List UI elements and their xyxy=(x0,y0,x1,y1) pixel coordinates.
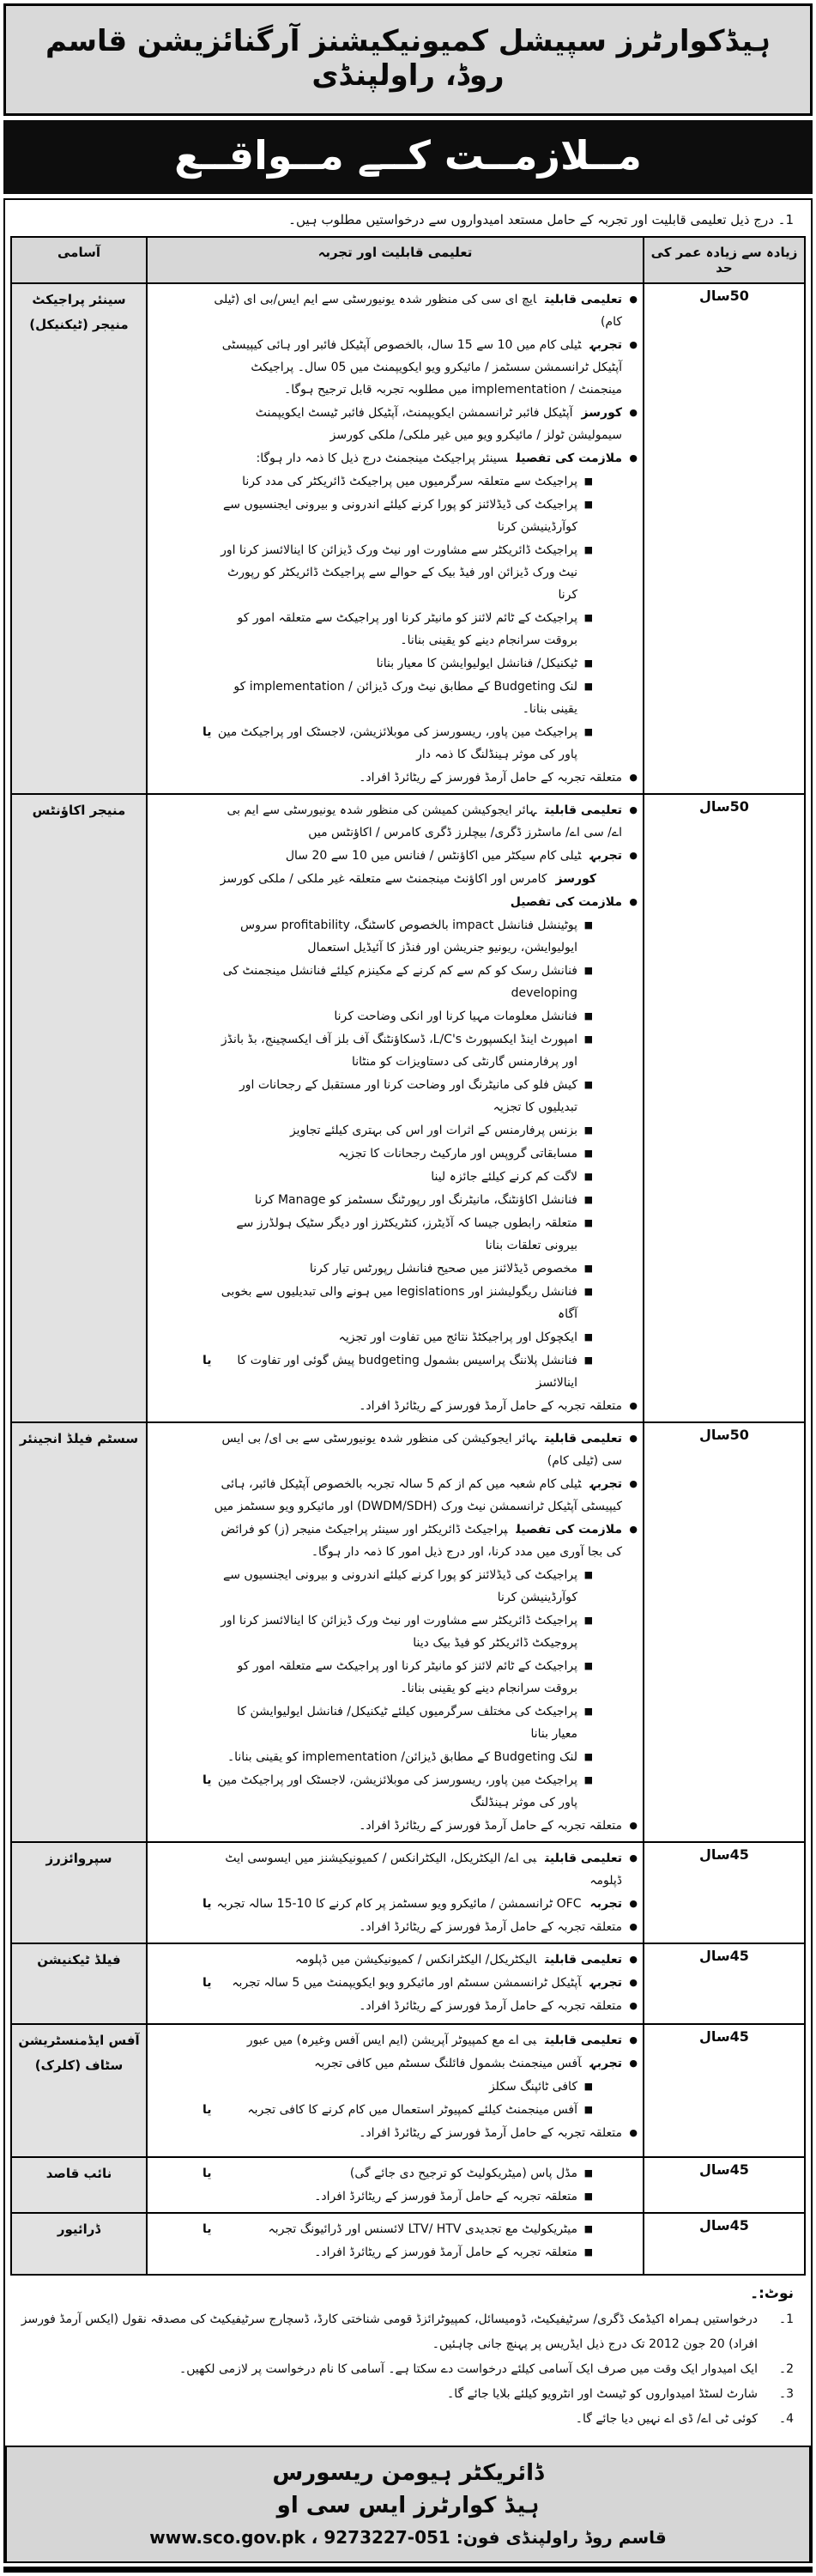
requirement-text: تعلیمی قابلیتایچ ای سی کی منظور شدہ یونیورسٹی سے ایم ایس/بی ای (ٹیلی کام) xyxy=(214,293,622,329)
position-cell: سپروائزرز xyxy=(11,1842,147,1943)
dot-bullet-icon: ● xyxy=(629,407,638,418)
requirement-text: پراجیکٹ کی مختلف سرگرمیوں کیلئے ٹیکنیکل/ فنانشل ایولیوایشن کا معیار بنانا xyxy=(237,1705,577,1741)
square-bullet-icon: ■ xyxy=(583,1774,593,1785)
requirement-item xyxy=(153,1166,638,1188)
dot-bullet-icon: ● xyxy=(629,2127,638,2138)
note-number: 4۔ xyxy=(778,2412,794,2426)
requirement-label: تعلیمی قابلیت xyxy=(545,1852,622,1865)
requirement-label: کورسز xyxy=(555,872,596,886)
dot-bullet-icon: ● xyxy=(629,1977,638,1988)
square-bullet-icon: ■ xyxy=(583,2246,593,2258)
requirement-text: پراجیکٹ ڈائریکٹر سے مشاورت اور نیٹ ورک ڈیزائن کا اینالائسز کرنا اور نیٹ ورک ڈیزائن اور فیڈ بیک کے حوالے سے پراجیکٹ ڈائریکٹر کو رپورٹ کرنا xyxy=(221,543,577,602)
requirement-text: لنک Budgeting کے مطابق ڈیزائن/ implementation کو یقینی بنانا۔ xyxy=(227,1750,577,1764)
square-bullet-icon: ■ xyxy=(583,2104,593,2115)
requirement-item xyxy=(153,334,638,401)
job-row xyxy=(11,794,805,1422)
requirement-text: تعلیمی قابلیتالیکٹریکل/ الیکٹرانکس / کمیونیکیشن میں ڈپلومہ xyxy=(294,1953,622,1967)
requirement-item xyxy=(153,721,638,766)
job-row xyxy=(11,2213,805,2275)
requirement-label: تجربہ xyxy=(589,338,622,352)
requirement-item xyxy=(153,1005,638,1027)
position-cell: فیلڈ ٹیکنیشن xyxy=(11,1943,147,2024)
requirement-text: پراجیکٹ سے متعلقہ سرگرمیوں میں پراجیکٹ ڈائریکٹر کی مدد کرنا xyxy=(242,475,577,488)
requirement-label: تجربہ xyxy=(589,2057,622,2070)
note-item xyxy=(19,2407,794,2432)
requirement-item xyxy=(153,1893,638,1915)
requirement-text: امپورٹ اینڈ ایکسپورٹ L/C's، ڈسکاؤنٹنگ آف بلز آف ایکسچینج، بڈ بانڈز اور پرفارمنس گارنٹی کی دستاویزات کو منٹانا xyxy=(221,1033,577,1069)
requirement-text: پوٹینشل فنانشل impact بالخصوص کاسٹنگ، profitability سروس ایولیوایشن، ریونیو جنریشن اور فنڈز کا آئیڈیل استعمال xyxy=(240,918,577,955)
qualification-cell xyxy=(147,2213,644,2275)
dot-bullet-icon: ● xyxy=(629,804,638,815)
job-row xyxy=(11,2157,805,2213)
job-row xyxy=(11,1943,805,2024)
qualification-cell xyxy=(147,1842,644,1943)
requirement-text: کورسزآپٹیکل فائبر ٹرانسمشن ایکویپمنٹ، آپٹیکل فائبر ٹیسٹ ایکویپمنٹ سیمولیشن ٹولز / مائیکرو ویو میں غیر ملکی/ ملکی کورسز xyxy=(255,406,622,442)
requirement-text: پراجیکٹ کے ٹائم لائنز کو مانیٹر کرنا اور پراجیکٹ سے متعلقہ امور کو بروقت سرانجام دینے کو یقینی بنانا۔ xyxy=(237,611,577,647)
requirement-text: ایکچوکل اور پراجیکٹڈ نتائج میں تفاوت اور تجزیہ xyxy=(338,1330,577,1344)
age-limit-cell: 45سال xyxy=(644,1842,805,1943)
requirement-item xyxy=(153,1700,638,1745)
requirement-text: متعلقہ تجربہ کے حامل آرمڈ فورسز کے ریٹائرڈ افراد۔ xyxy=(314,2190,577,2203)
organization-header: ہیڈکوارٹرز سپیشل کمیونیکیشنز آرگنائزیشن قاسم روڈ، راولپنڈی xyxy=(3,3,813,116)
position-cell: نائب قاصد xyxy=(11,2157,147,2213)
requirement-item xyxy=(153,1916,638,1938)
qualification-cell xyxy=(147,794,644,1422)
requirement-item xyxy=(153,2052,638,2075)
requirement-item xyxy=(153,1972,638,1994)
jobs-table xyxy=(10,236,806,2276)
requirement-text: متعلقہ تجربہ کے حامل آرمڈ فورسز کے ریٹائرڈ افراد۔ xyxy=(359,1399,622,1413)
dot-bullet-icon: ● xyxy=(629,339,638,350)
square-bullet-icon: ■ xyxy=(583,1124,593,1136)
requirement-label: ملازمت کی تفصیل xyxy=(516,452,622,465)
note-number: 3۔ xyxy=(778,2387,794,2401)
square-bullet-icon: ■ xyxy=(583,1331,593,1343)
column-header-qualification: تعلیمی قابلیت اور تجربہ xyxy=(147,237,644,283)
or-word: یا xyxy=(202,2167,212,2180)
requirement-text: متعلقہ تجربہ کے حامل آرمڈ فورسز کے ریٹائرڈ افراد۔ xyxy=(359,1920,622,1934)
requirement-label: ملازمت کی تفصیل xyxy=(510,895,622,909)
notes-heading: نوٹ:۔ xyxy=(750,2285,794,2302)
requirement-text: پراجیکٹ مین پاور، ریسورسز کی موبلائزیشن، لاجسٹک اور پراجیکٹ مین پاور کی موثر ہینڈلنگ کا ذمہ دار xyxy=(217,725,577,761)
requirement-text: متعلقہ تجربہ کے حامل آرمڈ فورسز کے ریٹائرڈ افراد۔ xyxy=(359,771,622,785)
requirement-item xyxy=(153,1518,638,1563)
dot-bullet-icon: ● xyxy=(629,1478,638,1489)
square-bullet-icon: ■ xyxy=(583,1033,593,1045)
job-row xyxy=(11,2024,805,2157)
requirement-text: فنانشل اکاؤنٹنگ، مانیٹرنگ اور رپورٹنگ سسٹمز کو Manage کرنا xyxy=(254,1193,577,1207)
footer-contact-line xyxy=(7,2527,809,2548)
requirement-item xyxy=(153,2029,638,2052)
footer-website-url: www.sco.gov.pk xyxy=(149,2527,305,2549)
requirement-item xyxy=(153,2185,638,2208)
note-number: 1۔ xyxy=(778,2312,794,2326)
note-item xyxy=(19,2357,794,2382)
requirement-label: تعلیمی قابلیت xyxy=(545,1432,622,1446)
requirement-text: تعلیمی قابلیتبی اے/ الیکٹریکل، الیکٹرانکس / کمیونیکیشنز میں ایسوسی ایٹ ڈپلومہ xyxy=(225,1852,622,1888)
requirement-label: تعلیمی قابلیت xyxy=(545,2034,622,2047)
requirement-text: فنانشل معلومات مہیا کرنا اور انکی وضاحت کرنا xyxy=(334,1009,577,1023)
square-bullet-icon: ■ xyxy=(583,1171,593,1182)
square-bullet-icon: ■ xyxy=(583,612,593,623)
requirement-item xyxy=(153,2099,638,2121)
position-cell: آفس ایڈمنسٹریشن سٹاف (کلرک) xyxy=(11,2024,147,2157)
dot-bullet-icon: ● xyxy=(629,2058,638,2069)
requirement-text: تعلیمی قابلیتہائر ایجوکیشن کمیشن کی منظور شدہ یونیورسٹی سے ایم بی اے/ سی اے/ ماسٹرز ڈگری/ بیچلرز ڈگری کامرس / اکاؤنٹس میں xyxy=(227,803,622,839)
requirement-text: مخصوص ڈیڈلائنز میں صحیح فنانشل رپورٹس تیار کرنا xyxy=(309,1262,577,1276)
dot-bullet-icon: ● xyxy=(629,896,638,907)
requirement-item xyxy=(153,1028,638,1073)
requirement-item xyxy=(153,960,638,1004)
requirement-item xyxy=(153,470,638,493)
square-bullet-icon: ■ xyxy=(583,1355,593,1366)
requirement-text: تجربہآپٹیکل ٹرانسمشن سسٹم اور مائیکرو ویو ایکویپمنٹ میں 5 سالہ تجربہ xyxy=(232,1976,622,1990)
or-word: یا xyxy=(202,1897,212,1911)
square-bullet-icon: ■ xyxy=(583,2191,593,2202)
requirement-text: ملازمت کی تفصیلپراجیکٹ ڈائریکٹر اور سینئر پراجیکٹ منیجر (ز) کو فرائض کی بجا آوری میں مدد کرنا، اور درج ذیل امور کا ذمہ دار ہوگا۔ xyxy=(221,1523,622,1559)
notes-section xyxy=(10,2276,806,2437)
requirement-item xyxy=(153,2241,638,2264)
requirement-text: متعلقہ تجربہ کے حامل آرمڈ فورسز کے ریٹائرڈ افراد۔ xyxy=(314,2246,577,2259)
requirement-item xyxy=(153,1212,638,1257)
square-bullet-icon: ■ xyxy=(583,1706,593,1717)
square-bullet-icon: ■ xyxy=(583,1286,593,1297)
requirement-text: تجربہآفس مینجمنٹ بشمول فائلنگ سسٹم میں کافی تجربہ xyxy=(314,2057,622,2070)
requirement-item xyxy=(153,767,638,789)
requirement-label: تجربہ xyxy=(589,1897,622,1911)
column-header-position: آسامی xyxy=(11,237,147,283)
requirement-text: مڈل پاس (میٹریکولیٹ کو ترجیح دی جائے گی) xyxy=(349,2167,577,2180)
dot-bullet-icon: ● xyxy=(629,1921,638,1932)
qualification-cell xyxy=(147,2157,644,2213)
requirement-text: پراجیکٹ کی ڈیڈلائنز کو پورا کرنے کیلئے اندرونی و بیرونی ایجنسیوں سے کوآرڈینیشن کرنا xyxy=(223,498,577,534)
requirement-item xyxy=(153,845,638,867)
requirement-text: میٹریکولیٹ مع تجدیدی LTV/ HTV لائسنس اور ڈرائیونگ تجربہ xyxy=(268,2222,577,2236)
requirement-item xyxy=(153,676,638,720)
or-word: یا xyxy=(202,1773,212,1787)
dot-bullet-icon: ● xyxy=(629,2000,638,2011)
qualification-cell xyxy=(147,1422,644,1842)
requirement-text: فنانشل رسک کو کم سے کم کرنے کے مکینزم کیلئے فنانشل مینجمنٹ کی developing xyxy=(222,964,577,1000)
requirement-item xyxy=(153,2076,638,2098)
requirement-item xyxy=(153,1815,638,1837)
requirement-text: متعلقہ تجربہ کے حامل آرمڈ فورسز کے ریٹائرڈ افراد۔ xyxy=(359,1819,622,1833)
dot-bullet-icon: ● xyxy=(629,1898,638,1909)
requirement-item xyxy=(153,288,638,333)
or-word: یا xyxy=(202,2222,212,2236)
footer-address-label: قاسم روڈ راولپنڈی فون: xyxy=(456,2527,667,2549)
requirement-text: لاگت کم کرنے کیلئے جائزہ لینا xyxy=(431,1170,577,1184)
or-word: یا xyxy=(202,2103,212,2117)
requirement-text: پراجیکٹ ڈائریکٹر سے مشاورت اور نیٹ ورک ڈیزائن کا اینالائسز کرنا اور پروجیکٹ ڈائریکٹر کو فیڈ بیک دینا xyxy=(221,1614,577,1650)
requirement-text xyxy=(153,891,622,913)
requirement-item xyxy=(153,539,638,606)
dot-bullet-icon: ● xyxy=(629,1433,638,1444)
requirement-item xyxy=(153,914,638,959)
requirement-label: تعلیمی قابلیت xyxy=(545,1953,622,1967)
requirement-text: آفس مینجمنٹ کیلئے کمپیوٹر استعمال میں کام کرنے کا کافی تجربہ xyxy=(247,2103,577,2117)
requirement-text: پراجیکٹ کے ٹائم لائنز کو مانیٹر کرنا اور پراجیکٹ سے متعلقہ امور کو بروقت سرانجام دینے کو یقینی بنانا۔ xyxy=(237,1659,577,1695)
requirement-item xyxy=(153,1326,638,1349)
position-cell: سسٹم فیلڈ انجینئر xyxy=(11,1422,147,1842)
age-limit-cell: 45سال xyxy=(644,2157,805,2213)
requirement-label: تجربہ xyxy=(589,849,622,863)
requirement-text: کورسزکامرس اور اکاؤنٹ مینجمنٹ سے متعلقہ غیر ملکی / ملکی کورسز xyxy=(220,872,596,886)
note-number: 2۔ xyxy=(778,2362,794,2376)
age-limit-cell: 50سال xyxy=(644,794,805,1422)
square-bullet-icon: ■ xyxy=(583,1079,593,1090)
dot-bullet-icon: ● xyxy=(629,1820,638,1831)
note-text: ایک امیدوار ایک وقت میں صرف ایک آسامی کیلئے درخواست دے سکتا ہے۔ آسامی کا نام درخواست پر لازمی لکھیں۔ xyxy=(179,2362,758,2376)
note-item xyxy=(19,2307,794,2357)
footer-phone-number: 051-9273227 xyxy=(323,2527,450,2549)
note-item xyxy=(19,2382,794,2407)
requirement-item xyxy=(153,402,638,446)
requirement-text: پراجیکٹ مین پاور، ریسورسز کی موبلائزیشن، لاجسٹک اور پراجیکٹ مین پاور کی موثر ہینڈلنگ xyxy=(217,1773,577,1809)
qualification-cell xyxy=(147,283,644,794)
square-bullet-icon: ■ xyxy=(583,2167,593,2179)
requirement-text: فنانشل پلاننگ پراسیس بشمول budgeting پیش گوئی اور تفاوت کا اینالائسز xyxy=(237,1354,577,1390)
requirement-label: کورسز xyxy=(581,406,622,420)
requirement-label: تجربہ xyxy=(589,1976,622,1990)
intro-line: 1۔ درج ذیل تعلیمی قابلیت اور تجربہ کے حامل مستعد امیدواروں سے درخواستیں مطلوب ہیں۔ xyxy=(288,212,794,227)
dot-bullet-icon: ● xyxy=(629,850,638,861)
square-bullet-icon: ■ xyxy=(583,1615,593,1626)
position-cell: ڈرائیور xyxy=(11,2213,147,2275)
employment-opportunities-banner: مــلازمــت کــے مــواقــع xyxy=(3,120,813,194)
age-limit-cell: 45سال xyxy=(644,2024,805,2157)
requirement-item xyxy=(153,447,638,470)
footer-separator: ، xyxy=(311,2527,318,2549)
square-bullet-icon: ■ xyxy=(583,1569,593,1580)
square-bullet-icon: ■ xyxy=(583,544,593,555)
requirement-item xyxy=(153,1609,638,1654)
square-bullet-icon: ■ xyxy=(583,726,593,737)
requirement-label: تعلیمی قابلیت xyxy=(545,293,622,306)
square-bullet-icon: ■ xyxy=(583,1660,593,1671)
job-row xyxy=(11,1422,805,1842)
square-bullet-icon: ■ xyxy=(583,1010,593,1021)
requirement-item xyxy=(153,868,638,890)
requirement-item xyxy=(153,1427,638,1472)
position-cell: منیجر اکاؤنٹس xyxy=(11,794,147,1422)
requirement-label: تعلیمی قابلیت xyxy=(545,803,622,817)
requirement-text: مسابقاتی گروپس اور مارکیٹ رجحانات کا تجزیہ xyxy=(338,1147,577,1161)
dot-bullet-icon: ● xyxy=(629,452,638,464)
dot-bullet-icon: ● xyxy=(629,294,638,305)
column-header-age-limit: زیادہ سے زیادہ عمر کی حد xyxy=(644,237,805,283)
content-frame xyxy=(3,198,813,2563)
or-word: یا xyxy=(202,1354,212,1367)
requirement-item xyxy=(153,1769,638,1814)
square-bullet-icon: ■ xyxy=(583,1263,593,1274)
requirement-item xyxy=(153,891,638,913)
square-bullet-icon: ■ xyxy=(583,658,593,669)
footer-contact-block xyxy=(5,2446,811,2561)
bottom-rule xyxy=(3,2567,813,2573)
requirement-item xyxy=(153,1143,638,1165)
dot-bullet-icon: ● xyxy=(629,1852,638,1864)
square-bullet-icon: ■ xyxy=(583,1194,593,1205)
requirement-item xyxy=(153,1847,638,1892)
square-bullet-icon: ■ xyxy=(583,1217,593,1228)
requirement-text: تجربہٹیلی کام شعبہ میں کم از کم 5 سالہ تجربہ بالخصوص آپٹیکل فائبر، ہائی کیپیسٹی آپٹیکل ٹرانسمشن نیٹ ورک (DWDM/SDH) اور مائیکرو ویو سسٹمز میں xyxy=(214,1477,622,1513)
or-word: یا xyxy=(202,725,212,739)
footer-director-line: ڈائریکٹر ہیومن ریسورس xyxy=(272,2460,544,2486)
requirement-text: متعلقہ تجربہ کے حامل آرمڈ فورسز کے ریٹائرڈ افراد۔ xyxy=(359,2126,622,2140)
dot-bullet-icon: ● xyxy=(629,1524,638,1535)
footer-headquarters-line: ہیڈ کوارٹرز ایس سی او xyxy=(276,2492,540,2518)
requirement-item xyxy=(153,1281,638,1325)
requirement-text: ٹیکنیکل/ فنانشل ایولیوایشن کا معیار بنانا xyxy=(376,657,577,670)
job-row xyxy=(11,1842,805,1943)
requirement-item xyxy=(153,607,638,652)
requirement-text: پراجیکٹ کی ڈیڈلائنز کو پورا کرنے کیلئے اندرونی و بیرونی ایجنسیوں سے کوآرڈینیشن کرنا xyxy=(223,1568,577,1604)
square-bullet-icon: ■ xyxy=(583,2223,593,2234)
requirement-item xyxy=(153,799,638,844)
requirement-text: تجربہOFC ٹرانسمشن / مائیکرو ویو سسٹمز پر کام کرنے کا 10-15 سالہ تجربہ xyxy=(216,1897,622,1911)
requirement-text: ملازمت کی تفصیلسینئر پراجیکٹ مینجمنٹ درج ذیل کا ذمہ دار ہوگا: xyxy=(256,452,622,465)
age-limit-cell: 50سال xyxy=(644,1422,805,1842)
requirement-text: تجربہٹیلی کام میں 10 سے 15 سال، بالخصوص آپٹیکل فائبر اور ہائی کیپیسٹی آپٹیکل ٹرانسمشن سسٹمز / مائیکرو ویو ایکویپمنٹ میں 05 سال۔ پراجیکٹ مینجمنٹ / implementation میں مطلوبہ تجربہ قابل ترجیح ہوگا۔ xyxy=(221,338,622,397)
requirement-label: ملازمت کی تفصیل xyxy=(516,1523,622,1537)
dot-bullet-icon: ● xyxy=(629,2034,638,2046)
requirement-text: تعلیمی قابلیتبی اے مع کمپیوٹر آپریشن (ایم ایس آفس وغیرہ) میں عبور xyxy=(246,2034,622,2047)
note-text: کوئی ٹی اے/ ڈی اے نہیں دیا جائے گا۔ xyxy=(575,2412,758,2426)
requirement-item xyxy=(153,2122,638,2144)
table-header-row xyxy=(11,237,805,283)
square-bullet-icon: ■ xyxy=(583,919,593,930)
square-bullet-icon: ■ xyxy=(583,965,593,976)
requirement-item xyxy=(153,1258,638,1280)
requirement-text: تجربہٹیلی کام سیکٹر میں اکاؤنٹس / فنانس میں 10 سے 20 سال xyxy=(285,849,622,863)
requirement-text: متعلقہ رابطوں جیسا کہ آڈیٹرز، کنٹریکٹرز اور دیگر سٹیک ہولڈرز سے بیرونی تعلقات بنانا xyxy=(236,1216,577,1252)
square-bullet-icon: ■ xyxy=(583,476,593,487)
requirement-text: بزنس پرفارمنس کے اثرات اور اس کی بہتری کیلئے تجاویز xyxy=(289,1124,577,1137)
requirement-text: کیش فلو کی مانیٹرنگ اور وضاحت کرنا اور مستقبل کے رجحانات اور تبدیلیوں کا تجزیہ xyxy=(239,1078,577,1114)
requirement-text: کافی ٹائپنگ سکلز xyxy=(488,2080,577,2094)
square-bullet-icon: ■ xyxy=(583,1148,593,1159)
age-limit-cell: 45سال xyxy=(644,1943,805,2024)
qualification-cell xyxy=(147,2024,644,2157)
note-text: درخواستیں ہمراہ اکیڈمک ڈگری/ سرٹیفیکیٹ، ڈومیسائل، کمپیوٹرائزڈ قومی شناختی کارڈ، ڈسچارج سرٹیفیکیٹ کی مصدقہ نقول (ایکس آرمڈ فورسز افراد) 20 جون 2012 تک درج ذیل ایڈریس پر پہنچ جانی چاہئیں۔ xyxy=(21,2312,758,2351)
requirement-text: فنانشل ریگولیشنز اور legislations میں ہونے والی تبدیلیوں سے بخوبی آگاہ xyxy=(221,1285,577,1321)
requirement-item xyxy=(153,494,638,538)
requirement-item xyxy=(153,1655,638,1700)
square-bullet-icon: ■ xyxy=(583,681,593,692)
dot-bullet-icon: ● xyxy=(629,1400,638,1411)
requirement-item xyxy=(153,1746,638,1768)
requirement-item xyxy=(153,1349,638,1394)
position-cell: سینئر پراجیکٹ منیجر (ٹیکنیکل) xyxy=(11,283,147,794)
requirement-text: تعلیمی قابلیتہائر ایجوکیشن کی منظور شدہ یونیورسٹی سے بی ای/ بی ایس سی (ٹیلی کام) xyxy=(221,1432,622,1468)
requirement-item xyxy=(153,652,638,675)
age-limit-cell: 45سال xyxy=(644,2213,805,2275)
notes-list xyxy=(19,2307,794,2432)
age-limit-cell: 50سال xyxy=(644,283,805,794)
requirement-item xyxy=(153,1949,638,1971)
job-row xyxy=(11,283,805,794)
requirement-item xyxy=(153,1564,638,1609)
or-word: یا xyxy=(202,1976,212,1990)
qualification-cell xyxy=(147,1943,644,2024)
note-text: شارٹ لسٹڈ امیدواروں کو ٹیسٹ اور انٹرویو کیلئے بلایا جائے گا۔ xyxy=(447,2387,758,2401)
requirement-item xyxy=(153,1995,638,2017)
square-bullet-icon: ■ xyxy=(583,499,593,510)
dot-bullet-icon: ● xyxy=(629,772,638,783)
square-bullet-icon: ■ xyxy=(583,1751,593,1762)
requirement-item xyxy=(153,2162,638,2185)
square-bullet-icon: ■ xyxy=(583,2081,593,2092)
requirement-item xyxy=(153,1395,638,1417)
requirement-text: لنک Budgeting کے مطابق نیٹ ورک ڈیزائن / implementation کو یقینی بنانا۔ xyxy=(233,680,577,716)
requirement-label: تجربہ xyxy=(589,1477,622,1491)
requirement-item xyxy=(153,1119,638,1142)
requirement-item xyxy=(153,1074,638,1118)
dot-bullet-icon: ● xyxy=(629,1954,638,1965)
requirement-item xyxy=(153,1189,638,1211)
requirement-text: متعلقہ تجربہ کے حامل آرمڈ فورسز کے ریٹائرڈ افراد۔ xyxy=(359,1999,622,2013)
requirement-item xyxy=(153,2218,638,2240)
requirement-item xyxy=(153,1473,638,1518)
